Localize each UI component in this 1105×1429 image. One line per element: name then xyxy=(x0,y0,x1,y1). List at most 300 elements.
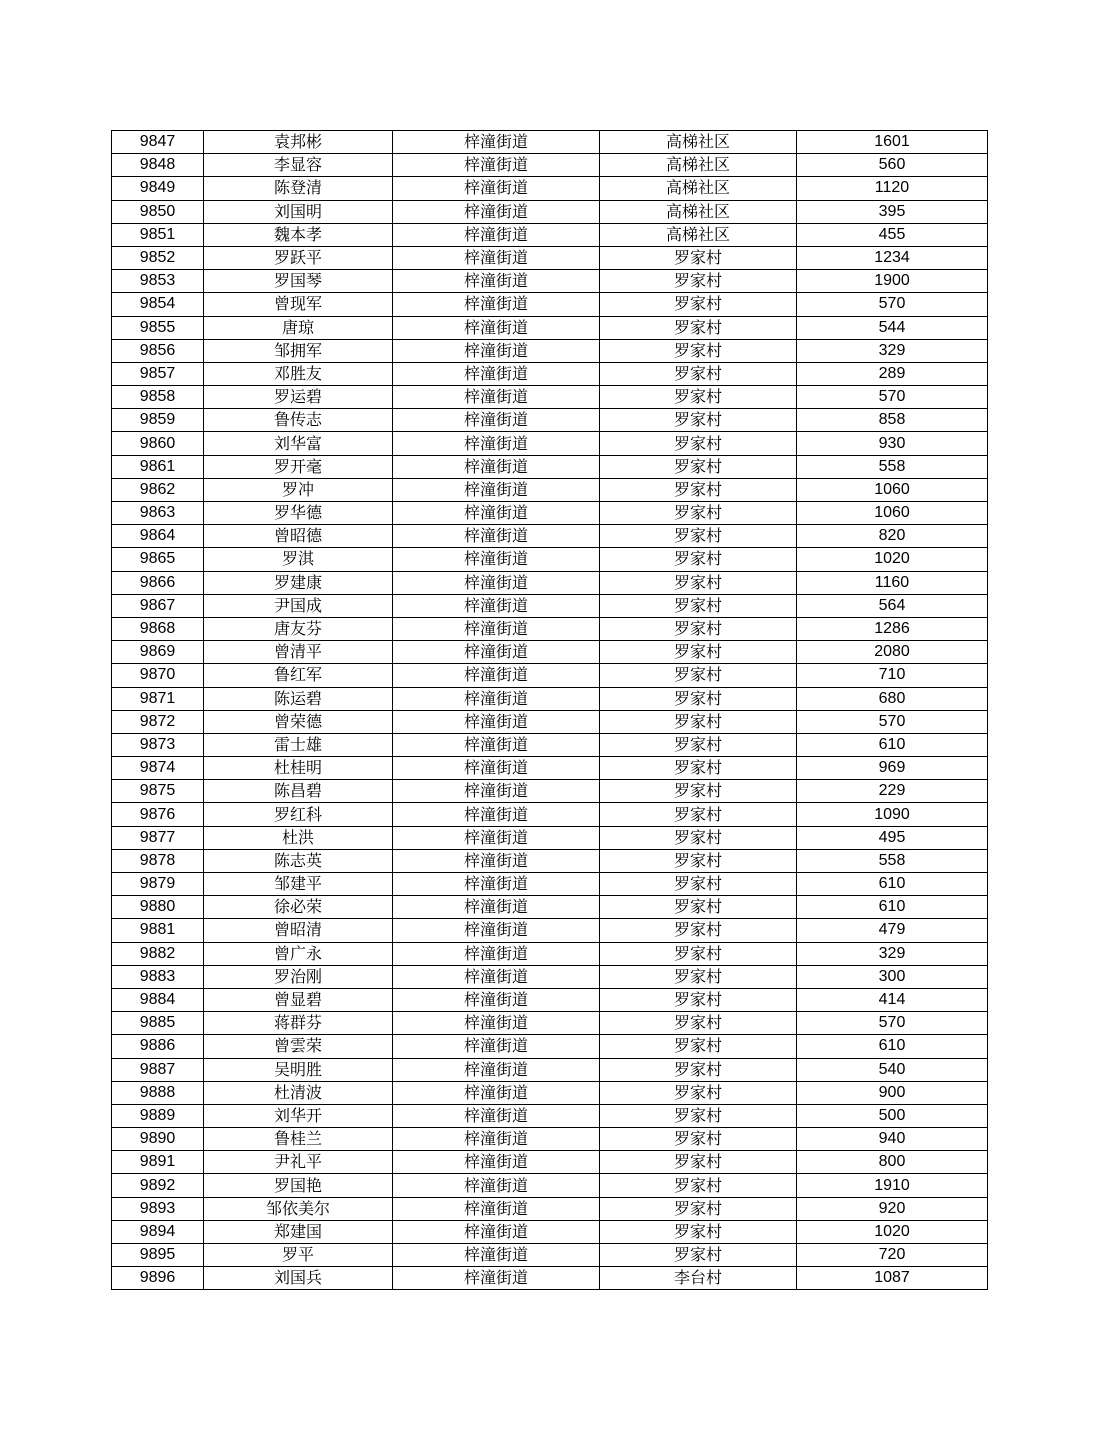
row-number-cell: 9872 xyxy=(112,710,204,733)
row-number-cell: 9889 xyxy=(112,1104,204,1127)
amount-cell: 1900 xyxy=(797,270,988,293)
amount-cell: 558 xyxy=(797,455,988,478)
street-cell: 梓潼街道 xyxy=(393,826,600,849)
table-row xyxy=(112,548,988,571)
table-row xyxy=(112,1128,988,1151)
community-cell: 高梯社区 xyxy=(600,223,797,246)
amount-cell: 1020 xyxy=(797,548,988,571)
table-row xyxy=(112,1151,988,1174)
name-cell: 曾雲荣 xyxy=(204,1035,393,1058)
row-number-cell: 9848 xyxy=(112,154,204,177)
table-row xyxy=(112,919,988,942)
name-cell: 罗华德 xyxy=(204,502,393,525)
community-cell: 罗家村 xyxy=(600,641,797,664)
table-body xyxy=(112,131,988,1290)
amount-cell: 1286 xyxy=(797,617,988,640)
street-cell: 梓潼街道 xyxy=(393,780,600,803)
table-row xyxy=(112,617,988,640)
name-cell: 蒋群芬 xyxy=(204,1012,393,1035)
amount-cell: 800 xyxy=(797,1151,988,1174)
street-cell: 梓潼街道 xyxy=(393,1128,600,1151)
amount-cell: 858 xyxy=(797,409,988,432)
name-cell: 曾现军 xyxy=(204,293,393,316)
community-cell: 罗家村 xyxy=(600,757,797,780)
street-cell: 梓潼街道 xyxy=(393,131,600,154)
amount-cell: 710 xyxy=(797,664,988,687)
name-cell: 罗建康 xyxy=(204,571,393,594)
community-cell: 罗家村 xyxy=(600,1151,797,1174)
name-cell: 雷士雄 xyxy=(204,733,393,756)
table-row xyxy=(112,200,988,223)
row-number-cell: 9849 xyxy=(112,177,204,200)
street-cell: 梓潼街道 xyxy=(393,1151,600,1174)
street-cell: 梓潼街道 xyxy=(393,1012,600,1035)
name-cell: 罗国琴 xyxy=(204,270,393,293)
community-cell: 罗家村 xyxy=(600,965,797,988)
street-cell: 梓潼街道 xyxy=(393,664,600,687)
community-cell: 罗家村 xyxy=(600,293,797,316)
amount-cell: 300 xyxy=(797,965,988,988)
amount-cell: 570 xyxy=(797,293,988,316)
community-cell: 罗家村 xyxy=(600,548,797,571)
amount-cell: 564 xyxy=(797,594,988,617)
amount-cell: 900 xyxy=(797,1081,988,1104)
name-cell: 邹拥军 xyxy=(204,339,393,362)
community-cell: 罗家村 xyxy=(600,780,797,803)
name-cell: 刘国兵 xyxy=(204,1267,393,1290)
row-number-cell: 9883 xyxy=(112,965,204,988)
community-cell: 罗家村 xyxy=(600,478,797,501)
table-row xyxy=(112,270,988,293)
row-number-cell: 9853 xyxy=(112,270,204,293)
name-cell: 曾昭德 xyxy=(204,525,393,548)
table-row xyxy=(112,803,988,826)
name-cell: 杜洪 xyxy=(204,826,393,849)
name-cell: 罗平 xyxy=(204,1244,393,1267)
table-row xyxy=(112,965,988,988)
row-number-cell: 9871 xyxy=(112,687,204,710)
community-cell: 罗家村 xyxy=(600,1081,797,1104)
street-cell: 梓潼街道 xyxy=(393,1104,600,1127)
row-number-cell: 9852 xyxy=(112,246,204,269)
street-cell: 梓潼街道 xyxy=(393,733,600,756)
amount-cell: 1020 xyxy=(797,1220,988,1243)
name-cell: 罗运碧 xyxy=(204,386,393,409)
table-row xyxy=(112,594,988,617)
community-cell: 罗家村 xyxy=(600,571,797,594)
table-row xyxy=(112,502,988,525)
name-cell: 杜桂明 xyxy=(204,757,393,780)
amount-cell: 558 xyxy=(797,849,988,872)
name-cell: 徐必荣 xyxy=(204,896,393,919)
community-cell: 罗家村 xyxy=(600,1220,797,1243)
row-number-cell: 9863 xyxy=(112,502,204,525)
street-cell: 梓潼街道 xyxy=(393,223,600,246)
amount-cell: 229 xyxy=(797,780,988,803)
amount-cell: 479 xyxy=(797,919,988,942)
community-cell: 罗家村 xyxy=(600,896,797,919)
row-number-cell: 9870 xyxy=(112,664,204,687)
row-number-cell: 9861 xyxy=(112,455,204,478)
community-cell: 罗家村 xyxy=(600,687,797,710)
community-cell: 罗家村 xyxy=(600,432,797,455)
row-number-cell: 9856 xyxy=(112,339,204,362)
name-cell: 郑建国 xyxy=(204,1220,393,1243)
street-cell: 梓潼街道 xyxy=(393,873,600,896)
table-row xyxy=(112,339,988,362)
community-cell: 罗家村 xyxy=(600,1197,797,1220)
table-row xyxy=(112,710,988,733)
name-cell: 邓胜友 xyxy=(204,362,393,385)
row-number-cell: 9884 xyxy=(112,988,204,1011)
community-cell: 罗家村 xyxy=(600,386,797,409)
table-row xyxy=(112,571,988,594)
amount-cell: 720 xyxy=(797,1244,988,1267)
name-cell: 罗开毫 xyxy=(204,455,393,478)
row-number-cell: 9874 xyxy=(112,757,204,780)
name-cell: 刘华富 xyxy=(204,432,393,455)
street-cell: 梓潼街道 xyxy=(393,919,600,942)
community-cell: 高梯社区 xyxy=(600,154,797,177)
table-row xyxy=(112,849,988,872)
name-cell: 鲁传志 xyxy=(204,409,393,432)
table-row xyxy=(112,896,988,919)
street-cell: 梓潼街道 xyxy=(393,246,600,269)
amount-cell: 969 xyxy=(797,757,988,780)
table-row xyxy=(112,478,988,501)
row-number-cell: 9875 xyxy=(112,780,204,803)
amount-cell: 570 xyxy=(797,710,988,733)
row-number-cell: 9873 xyxy=(112,733,204,756)
street-cell: 梓潼街道 xyxy=(393,617,600,640)
community-cell: 罗家村 xyxy=(600,455,797,478)
community-cell: 高梯社区 xyxy=(600,131,797,154)
row-number-cell: 9891 xyxy=(112,1151,204,1174)
row-number-cell: 9859 xyxy=(112,409,204,432)
community-cell: 罗家村 xyxy=(600,1012,797,1035)
community-cell: 高梯社区 xyxy=(600,177,797,200)
row-number-cell: 9854 xyxy=(112,293,204,316)
name-cell: 鲁桂兰 xyxy=(204,1128,393,1151)
row-number-cell: 9877 xyxy=(112,826,204,849)
community-cell: 罗家村 xyxy=(600,617,797,640)
street-cell: 梓潼街道 xyxy=(393,687,600,710)
street-cell: 梓潼街道 xyxy=(393,455,600,478)
street-cell: 梓潼街道 xyxy=(393,710,600,733)
table-row xyxy=(112,362,988,385)
row-number-cell: 9887 xyxy=(112,1058,204,1081)
name-cell: 曾荣德 xyxy=(204,710,393,733)
name-cell: 魏本孝 xyxy=(204,223,393,246)
row-number-cell: 9864 xyxy=(112,525,204,548)
row-number-cell: 9885 xyxy=(112,1012,204,1035)
table-row xyxy=(112,641,988,664)
community-cell: 罗家村 xyxy=(600,733,797,756)
row-number-cell: 9896 xyxy=(112,1267,204,1290)
community-cell: 罗家村 xyxy=(600,919,797,942)
community-cell: 罗家村 xyxy=(600,594,797,617)
amount-cell: 1234 xyxy=(797,246,988,269)
row-number-cell: 9850 xyxy=(112,200,204,223)
table-row xyxy=(112,246,988,269)
table-row xyxy=(112,1197,988,1220)
table-row xyxy=(112,1220,988,1243)
table-row xyxy=(112,177,988,200)
community-cell: 罗家村 xyxy=(600,339,797,362)
name-cell: 曾昭清 xyxy=(204,919,393,942)
name-cell: 李显容 xyxy=(204,154,393,177)
street-cell: 梓潼街道 xyxy=(393,548,600,571)
table-row xyxy=(112,988,988,1011)
name-cell: 罗淇 xyxy=(204,548,393,571)
community-cell: 罗家村 xyxy=(600,1104,797,1127)
street-cell: 梓潼街道 xyxy=(393,1197,600,1220)
amount-cell: 920 xyxy=(797,1197,988,1220)
street-cell: 梓潼街道 xyxy=(393,154,600,177)
name-cell: 袁邦彬 xyxy=(204,131,393,154)
street-cell: 梓潼街道 xyxy=(393,803,600,826)
row-number-cell: 9894 xyxy=(112,1220,204,1243)
row-number-cell: 9847 xyxy=(112,131,204,154)
community-cell: 罗家村 xyxy=(600,664,797,687)
amount-cell: 1060 xyxy=(797,502,988,525)
amount-cell: 1087 xyxy=(797,1267,988,1290)
row-number-cell: 9869 xyxy=(112,641,204,664)
street-cell: 梓潼街道 xyxy=(393,1244,600,1267)
amount-cell: 329 xyxy=(797,942,988,965)
name-cell: 刘国明 xyxy=(204,200,393,223)
name-cell: 尹国成 xyxy=(204,594,393,617)
street-cell: 梓潼街道 xyxy=(393,1058,600,1081)
amount-cell: 570 xyxy=(797,1012,988,1035)
row-number-cell: 9855 xyxy=(112,316,204,339)
amount-cell: 610 xyxy=(797,1035,988,1058)
row-number-cell: 9890 xyxy=(112,1128,204,1151)
name-cell: 尹礼平 xyxy=(204,1151,393,1174)
row-number-cell: 9879 xyxy=(112,873,204,896)
row-number-cell: 9893 xyxy=(112,1197,204,1220)
row-number-cell: 9878 xyxy=(112,849,204,872)
table-row xyxy=(112,1244,988,1267)
name-cell: 罗国艳 xyxy=(204,1174,393,1197)
street-cell: 梓潼街道 xyxy=(393,641,600,664)
name-cell: 罗红科 xyxy=(204,803,393,826)
street-cell: 梓潼街道 xyxy=(393,942,600,965)
name-cell: 陈运碧 xyxy=(204,687,393,710)
table-row xyxy=(112,1104,988,1127)
table-row xyxy=(112,687,988,710)
name-cell: 吴明胜 xyxy=(204,1058,393,1081)
table-row xyxy=(112,757,988,780)
table-row xyxy=(112,1267,988,1290)
street-cell: 梓潼街道 xyxy=(393,1081,600,1104)
street-cell: 梓潼街道 xyxy=(393,409,600,432)
street-cell: 梓潼街道 xyxy=(393,478,600,501)
row-number-cell: 9880 xyxy=(112,896,204,919)
amount-cell: 570 xyxy=(797,386,988,409)
row-number-cell: 9895 xyxy=(112,1244,204,1267)
street-cell: 梓潼街道 xyxy=(393,316,600,339)
community-cell: 罗家村 xyxy=(600,803,797,826)
table-row xyxy=(112,873,988,896)
street-cell: 梓潼街道 xyxy=(393,1035,600,1058)
name-cell: 曾清平 xyxy=(204,641,393,664)
row-number-cell: 9862 xyxy=(112,478,204,501)
name-cell: 杜清波 xyxy=(204,1081,393,1104)
table-row xyxy=(112,293,988,316)
street-cell: 梓潼街道 xyxy=(393,200,600,223)
table-row xyxy=(112,154,988,177)
data-table xyxy=(111,130,988,1290)
amount-cell: 500 xyxy=(797,1104,988,1127)
amount-cell: 1090 xyxy=(797,803,988,826)
amount-cell: 940 xyxy=(797,1128,988,1151)
table-row xyxy=(112,1081,988,1104)
community-cell: 罗家村 xyxy=(600,270,797,293)
amount-cell: 540 xyxy=(797,1058,988,1081)
name-cell: 曾广永 xyxy=(204,942,393,965)
amount-cell: 680 xyxy=(797,687,988,710)
amount-cell: 1910 xyxy=(797,1174,988,1197)
table-row xyxy=(112,409,988,432)
table-row xyxy=(112,780,988,803)
community-cell: 罗家村 xyxy=(600,1244,797,1267)
community-cell: 罗家村 xyxy=(600,1174,797,1197)
street-cell: 梓潼街道 xyxy=(393,293,600,316)
table-row xyxy=(112,664,988,687)
table-row xyxy=(112,432,988,455)
street-cell: 梓潼街道 xyxy=(393,362,600,385)
amount-cell: 414 xyxy=(797,988,988,1011)
amount-cell: 610 xyxy=(797,896,988,919)
name-cell: 邹依美尔 xyxy=(204,1197,393,1220)
community-cell: 高梯社区 xyxy=(600,200,797,223)
table-row xyxy=(112,386,988,409)
street-cell: 梓潼街道 xyxy=(393,965,600,988)
amount-cell: 544 xyxy=(797,316,988,339)
row-number-cell: 9866 xyxy=(112,571,204,594)
row-number-cell: 9860 xyxy=(112,432,204,455)
community-cell: 罗家村 xyxy=(600,1035,797,1058)
community-cell: 罗家村 xyxy=(600,1058,797,1081)
amount-cell: 1601 xyxy=(797,131,988,154)
amount-cell: 930 xyxy=(797,432,988,455)
row-number-cell: 9888 xyxy=(112,1081,204,1104)
name-cell: 陈志英 xyxy=(204,849,393,872)
street-cell: 梓潼街道 xyxy=(393,525,600,548)
amount-cell: 455 xyxy=(797,223,988,246)
name-cell: 罗跃平 xyxy=(204,246,393,269)
table-row xyxy=(112,1012,988,1035)
row-number-cell: 9858 xyxy=(112,386,204,409)
name-cell: 鲁红军 xyxy=(204,664,393,687)
table-row xyxy=(112,1035,988,1058)
community-cell: 罗家村 xyxy=(600,246,797,269)
amount-cell: 2080 xyxy=(797,641,988,664)
row-number-cell: 9881 xyxy=(112,919,204,942)
street-cell: 梓潼街道 xyxy=(393,896,600,919)
street-cell: 梓潼街道 xyxy=(393,339,600,362)
row-number-cell: 9865 xyxy=(112,548,204,571)
row-number-cell: 9857 xyxy=(112,362,204,385)
row-number-cell: 9886 xyxy=(112,1035,204,1058)
table-row xyxy=(112,316,988,339)
street-cell: 梓潼街道 xyxy=(393,571,600,594)
name-cell: 曾显碧 xyxy=(204,988,393,1011)
row-number-cell: 9851 xyxy=(112,223,204,246)
amount-cell: 560 xyxy=(797,154,988,177)
name-cell: 陈登清 xyxy=(204,177,393,200)
name-cell: 唐琼 xyxy=(204,316,393,339)
community-cell: 罗家村 xyxy=(600,849,797,872)
amount-cell: 1160 xyxy=(797,571,988,594)
street-cell: 梓潼街道 xyxy=(393,849,600,872)
table-row xyxy=(112,942,988,965)
street-cell: 梓潼街道 xyxy=(393,757,600,780)
table-row xyxy=(112,131,988,154)
community-cell: 罗家村 xyxy=(600,316,797,339)
community-cell: 罗家村 xyxy=(600,710,797,733)
street-cell: 梓潼街道 xyxy=(393,177,600,200)
amount-cell: 610 xyxy=(797,733,988,756)
community-cell: 罗家村 xyxy=(600,502,797,525)
table-row xyxy=(112,223,988,246)
row-number-cell: 9892 xyxy=(112,1174,204,1197)
street-cell: 梓潼街道 xyxy=(393,594,600,617)
community-cell: 李台村 xyxy=(600,1267,797,1290)
name-cell: 陈昌碧 xyxy=(204,780,393,803)
amount-cell: 1060 xyxy=(797,478,988,501)
table-row xyxy=(112,1058,988,1081)
amount-cell: 820 xyxy=(797,525,988,548)
community-cell: 罗家村 xyxy=(600,409,797,432)
street-cell: 梓潼街道 xyxy=(393,270,600,293)
street-cell: 梓潼街道 xyxy=(393,386,600,409)
street-cell: 梓潼街道 xyxy=(393,1174,600,1197)
community-cell: 罗家村 xyxy=(600,988,797,1011)
community-cell: 罗家村 xyxy=(600,873,797,896)
amount-cell: 395 xyxy=(797,200,988,223)
table-row xyxy=(112,455,988,478)
name-cell: 罗冲 xyxy=(204,478,393,501)
amount-cell: 495 xyxy=(797,826,988,849)
name-cell: 罗治刚 xyxy=(204,965,393,988)
row-number-cell: 9868 xyxy=(112,617,204,640)
community-cell: 罗家村 xyxy=(600,525,797,548)
amount-cell: 1120 xyxy=(797,177,988,200)
row-number-cell: 9867 xyxy=(112,594,204,617)
table-row xyxy=(112,1174,988,1197)
street-cell: 梓潼街道 xyxy=(393,1220,600,1243)
community-cell: 罗家村 xyxy=(600,942,797,965)
table-row xyxy=(112,525,988,548)
table-row xyxy=(112,733,988,756)
table-row xyxy=(112,826,988,849)
street-cell: 梓潼街道 xyxy=(393,502,600,525)
amount-cell: 289 xyxy=(797,362,988,385)
community-cell: 罗家村 xyxy=(600,1128,797,1151)
amount-cell: 329 xyxy=(797,339,988,362)
row-number-cell: 9882 xyxy=(112,942,204,965)
community-cell: 罗家村 xyxy=(600,362,797,385)
name-cell: 邹建平 xyxy=(204,873,393,896)
name-cell: 唐友芬 xyxy=(204,617,393,640)
name-cell: 刘华开 xyxy=(204,1104,393,1127)
street-cell: 梓潼街道 xyxy=(393,432,600,455)
row-number-cell: 9876 xyxy=(112,803,204,826)
street-cell: 梓潼街道 xyxy=(393,988,600,1011)
community-cell: 罗家村 xyxy=(600,826,797,849)
